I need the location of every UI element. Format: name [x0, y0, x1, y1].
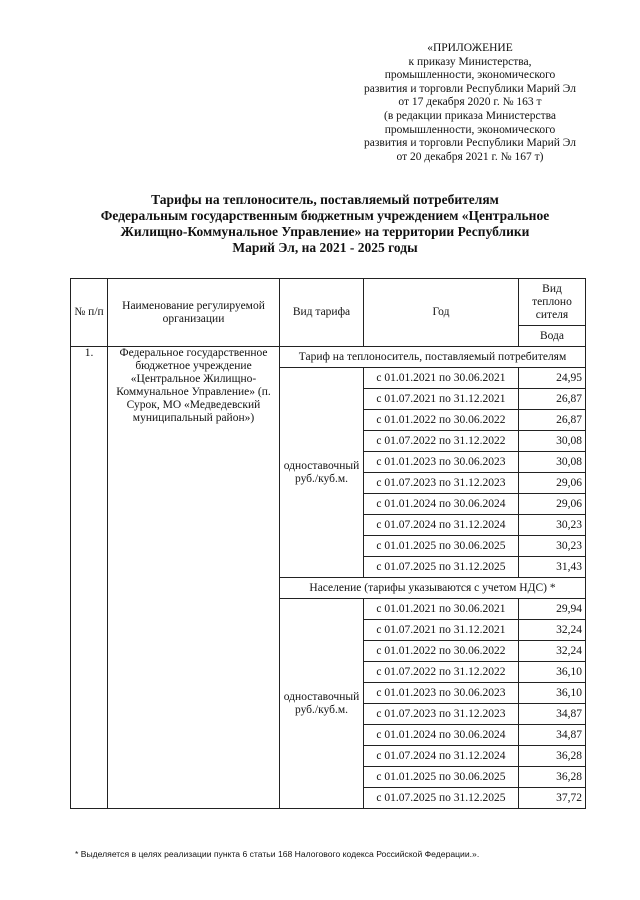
annex-line: промышленности, экономического — [384, 69, 556, 82]
annex-line: промышленности, экономического — [384, 123, 556, 136]
header-org: Наименование регулируемой организации — [108, 279, 280, 347]
annex-line: от 17 декабря 2020 г. № 163 т — [398, 96, 542, 109]
section-title: Население (тарифы указываются с учетом НДС) * — [280, 578, 586, 599]
tariff-table — [70, 278, 586, 809]
title-line: Марий Эл, на 2021 - 2025 годы — [232, 240, 418, 255]
period-cell: с 01.01.2024 по 30.06.2024 — [364, 494, 519, 515]
header-tariff-type: Вид тарифа — [280, 279, 364, 347]
annex-line: (в редакции приказа Министерства — [383, 109, 556, 122]
value-cell: 36,28 — [519, 746, 586, 767]
period-cell: с 01.01.2022 по 30.06.2022 — [364, 641, 519, 662]
period-cell: с 01.07.2024 по 31.12.2024 — [364, 746, 519, 767]
period-cell: с 01.01.2023 по 30.06.2023 — [364, 683, 519, 704]
organization-name: Федеральное государственное бюджетное учреждение «Центральное Жилищно-Коммунальное Управление» (п. Сурок, МО «Медведевский муниципальный район») — [108, 347, 280, 809]
value-cell: 26,87 — [519, 410, 586, 431]
value-cell: 32,24 — [519, 620, 586, 641]
period-cell: с 01.07.2023 по 31.12.2023 — [364, 473, 519, 494]
row-number: 1. — [71, 347, 108, 809]
value-cell: 34,87 — [519, 725, 586, 746]
annex-line: развития и торговли Республики Марий Эл — [364, 82, 576, 95]
annex-header — [352, 42, 588, 164]
tariff-type-cell: одноставочный руб./куб.м. — [280, 599, 364, 809]
header-water: Вода — [519, 326, 586, 347]
value-cell: 30,23 — [519, 515, 586, 536]
value-cell: 31,43 — [519, 557, 586, 578]
period-cell: с 01.01.2022 по 30.06.2022 — [364, 410, 519, 431]
value-cell: 32,24 — [519, 641, 586, 662]
annex-line: «ПРИЛОЖЕНИЕ — [427, 42, 513, 54]
value-cell: 34,87 — [519, 704, 586, 725]
value-cell: 24,95 — [519, 368, 586, 389]
header-row — [71, 279, 586, 326]
value-cell: 37,72 — [519, 788, 586, 809]
period-cell: с 01.07.2023 по 31.12.2023 — [364, 704, 519, 725]
period-cell: с 01.07.2021 по 31.12.2021 — [364, 389, 519, 410]
period-cell: с 01.01.2025 по 30.06.2025 — [364, 767, 519, 788]
period-cell: с 01.07.2025 по 31.12.2025 — [364, 788, 519, 809]
annex-line: развития и торговли Республики Марий Эл — [364, 137, 576, 150]
value-cell: 30,08 — [519, 452, 586, 473]
value-cell: 36,10 — [519, 662, 586, 683]
tariff-type-cell: одноставочный руб./куб.м. — [280, 368, 364, 578]
header-year: Год — [364, 279, 519, 347]
document-title — [60, 192, 590, 256]
value-cell: 29,94 — [519, 599, 586, 620]
period-cell: с 01.07.2021 по 31.12.2021 — [364, 620, 519, 641]
value-cell: 29,06 — [519, 494, 586, 515]
value-cell: 36,10 — [519, 683, 586, 704]
period-cell: с 01.07.2025 по 31.12.2025 — [364, 557, 519, 578]
annex-line: от 20 декабря 2021 г. № 167 т) — [396, 150, 544, 163]
value-cell: 26,87 — [519, 389, 586, 410]
section-title-row — [71, 347, 586, 368]
period-cell: с 01.01.2023 по 30.06.2023 — [364, 452, 519, 473]
header-carrier: Вид теплоно сителя — [519, 279, 586, 326]
title-line: Жилищно-Коммунальное Управление» на территории Республики — [120, 224, 530, 239]
value-cell: 36,28 — [519, 767, 586, 788]
value-cell: 29,06 — [519, 473, 586, 494]
period-cell: с 01.07.2022 по 31.12.2022 — [364, 431, 519, 452]
title-line: Тарифы на теплоноситель, поставляемый потребителям — [151, 192, 499, 207]
period-cell: с 01.07.2022 по 31.12.2022 — [364, 662, 519, 683]
title-line: Федеральным государственным бюджетным учреждением «Центральное — [100, 208, 550, 223]
period-cell: с 01.01.2021 по 30.06.2021 — [364, 368, 519, 389]
period-cell: с 01.07.2024 по 31.12.2024 — [364, 515, 519, 536]
footnote: * Выделяется в целях реализации пункта 6 статьи 168 Налогового кодекса Российской Федерации.». — [75, 849, 480, 859]
annex-line: к приказу Министерства, — [408, 55, 532, 68]
period-cell: с 01.01.2021 по 30.06.2021 — [364, 599, 519, 620]
section-title: Тариф на теплоноситель, поставляемый потребителям — [280, 347, 586, 368]
period-cell: с 01.01.2024 по 30.06.2024 — [364, 725, 519, 746]
value-cell: 30,23 — [519, 536, 586, 557]
value-cell: 30,08 — [519, 431, 586, 452]
period-cell: с 01.01.2025 по 30.06.2025 — [364, 536, 519, 557]
header-num: № п/п — [71, 279, 108, 347]
